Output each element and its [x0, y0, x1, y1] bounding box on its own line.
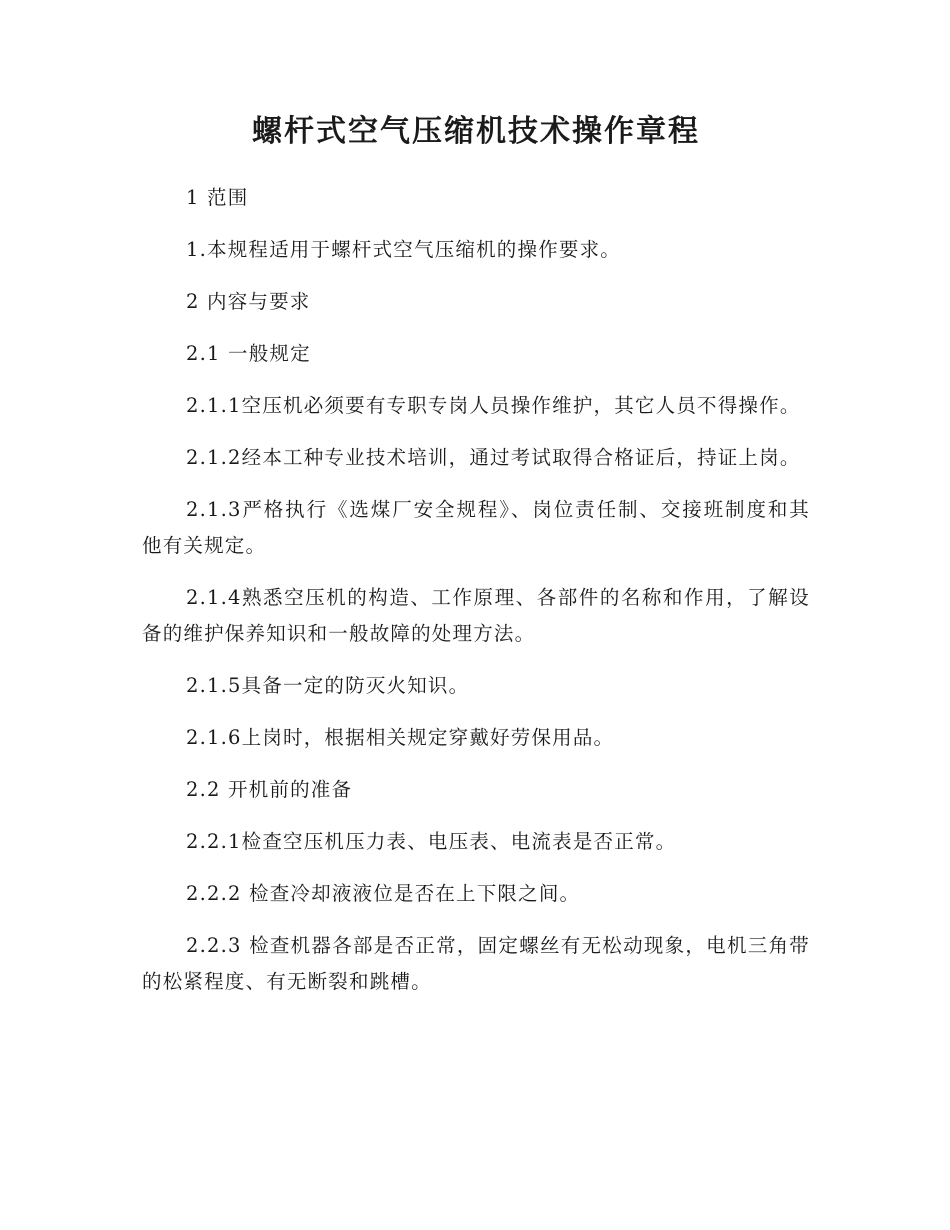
subsection-heading-general: 2.1 一般规定	[186, 342, 311, 365]
paragraph-2-1-4: 2.1.4熟悉空压机的构造、工作原理、各部件的名称和作用，了解设备的维护保养知识和一般故障的处理方法。	[142, 586, 810, 645]
paragraph-2-2-3: 2.2.3 检查机器各部是否正常，固定螺丝有无松动现象，电机三角带的松紧程度、有无断裂和跳槽。	[142, 934, 810, 993]
section-heading-content: 2 内容与要求	[186, 290, 311, 313]
section-heading-scope: 1 范围	[186, 186, 249, 209]
subsection-heading-preparation: 2.2 开机前的准备	[186, 778, 353, 801]
paragraph-2-1-5: 2.1.5具备一定的防灭火知识。	[186, 674, 470, 697]
paragraph-2-2-1: 2.2.1检查空压机压力表、电压表、电流表是否正常。	[186, 830, 677, 853]
paragraph-2-1-2: 2.1.2经本工种专业技术培训，通过考试取得合格证后，持证上岗。	[186, 446, 801, 469]
paragraph-1: 1.本规程适用于螺杆式空气压缩机的操作要求。	[186, 238, 622, 261]
paragraph-2-1-3: 2.1.3严格执行《选煤厂安全规程》、岗位责任制、交接班制度和其他有关规定。	[142, 498, 810, 557]
paragraph-2-1-6: 2.1.6上岗时，根据相关规定穿戴好劳保用品。	[186, 726, 615, 749]
paragraph-2-1-1: 2.1.1空压机必须要有专职专岗人员操作维护，其它人员不得操作。	[186, 394, 801, 417]
paragraph-2-2-2: 2.2.2 检查冷却液液位是否在上下限之间。	[186, 882, 581, 905]
document-title: 螺杆式空气压缩机技术操作章程	[252, 114, 700, 149]
document-page	[142, 110, 810, 1016]
